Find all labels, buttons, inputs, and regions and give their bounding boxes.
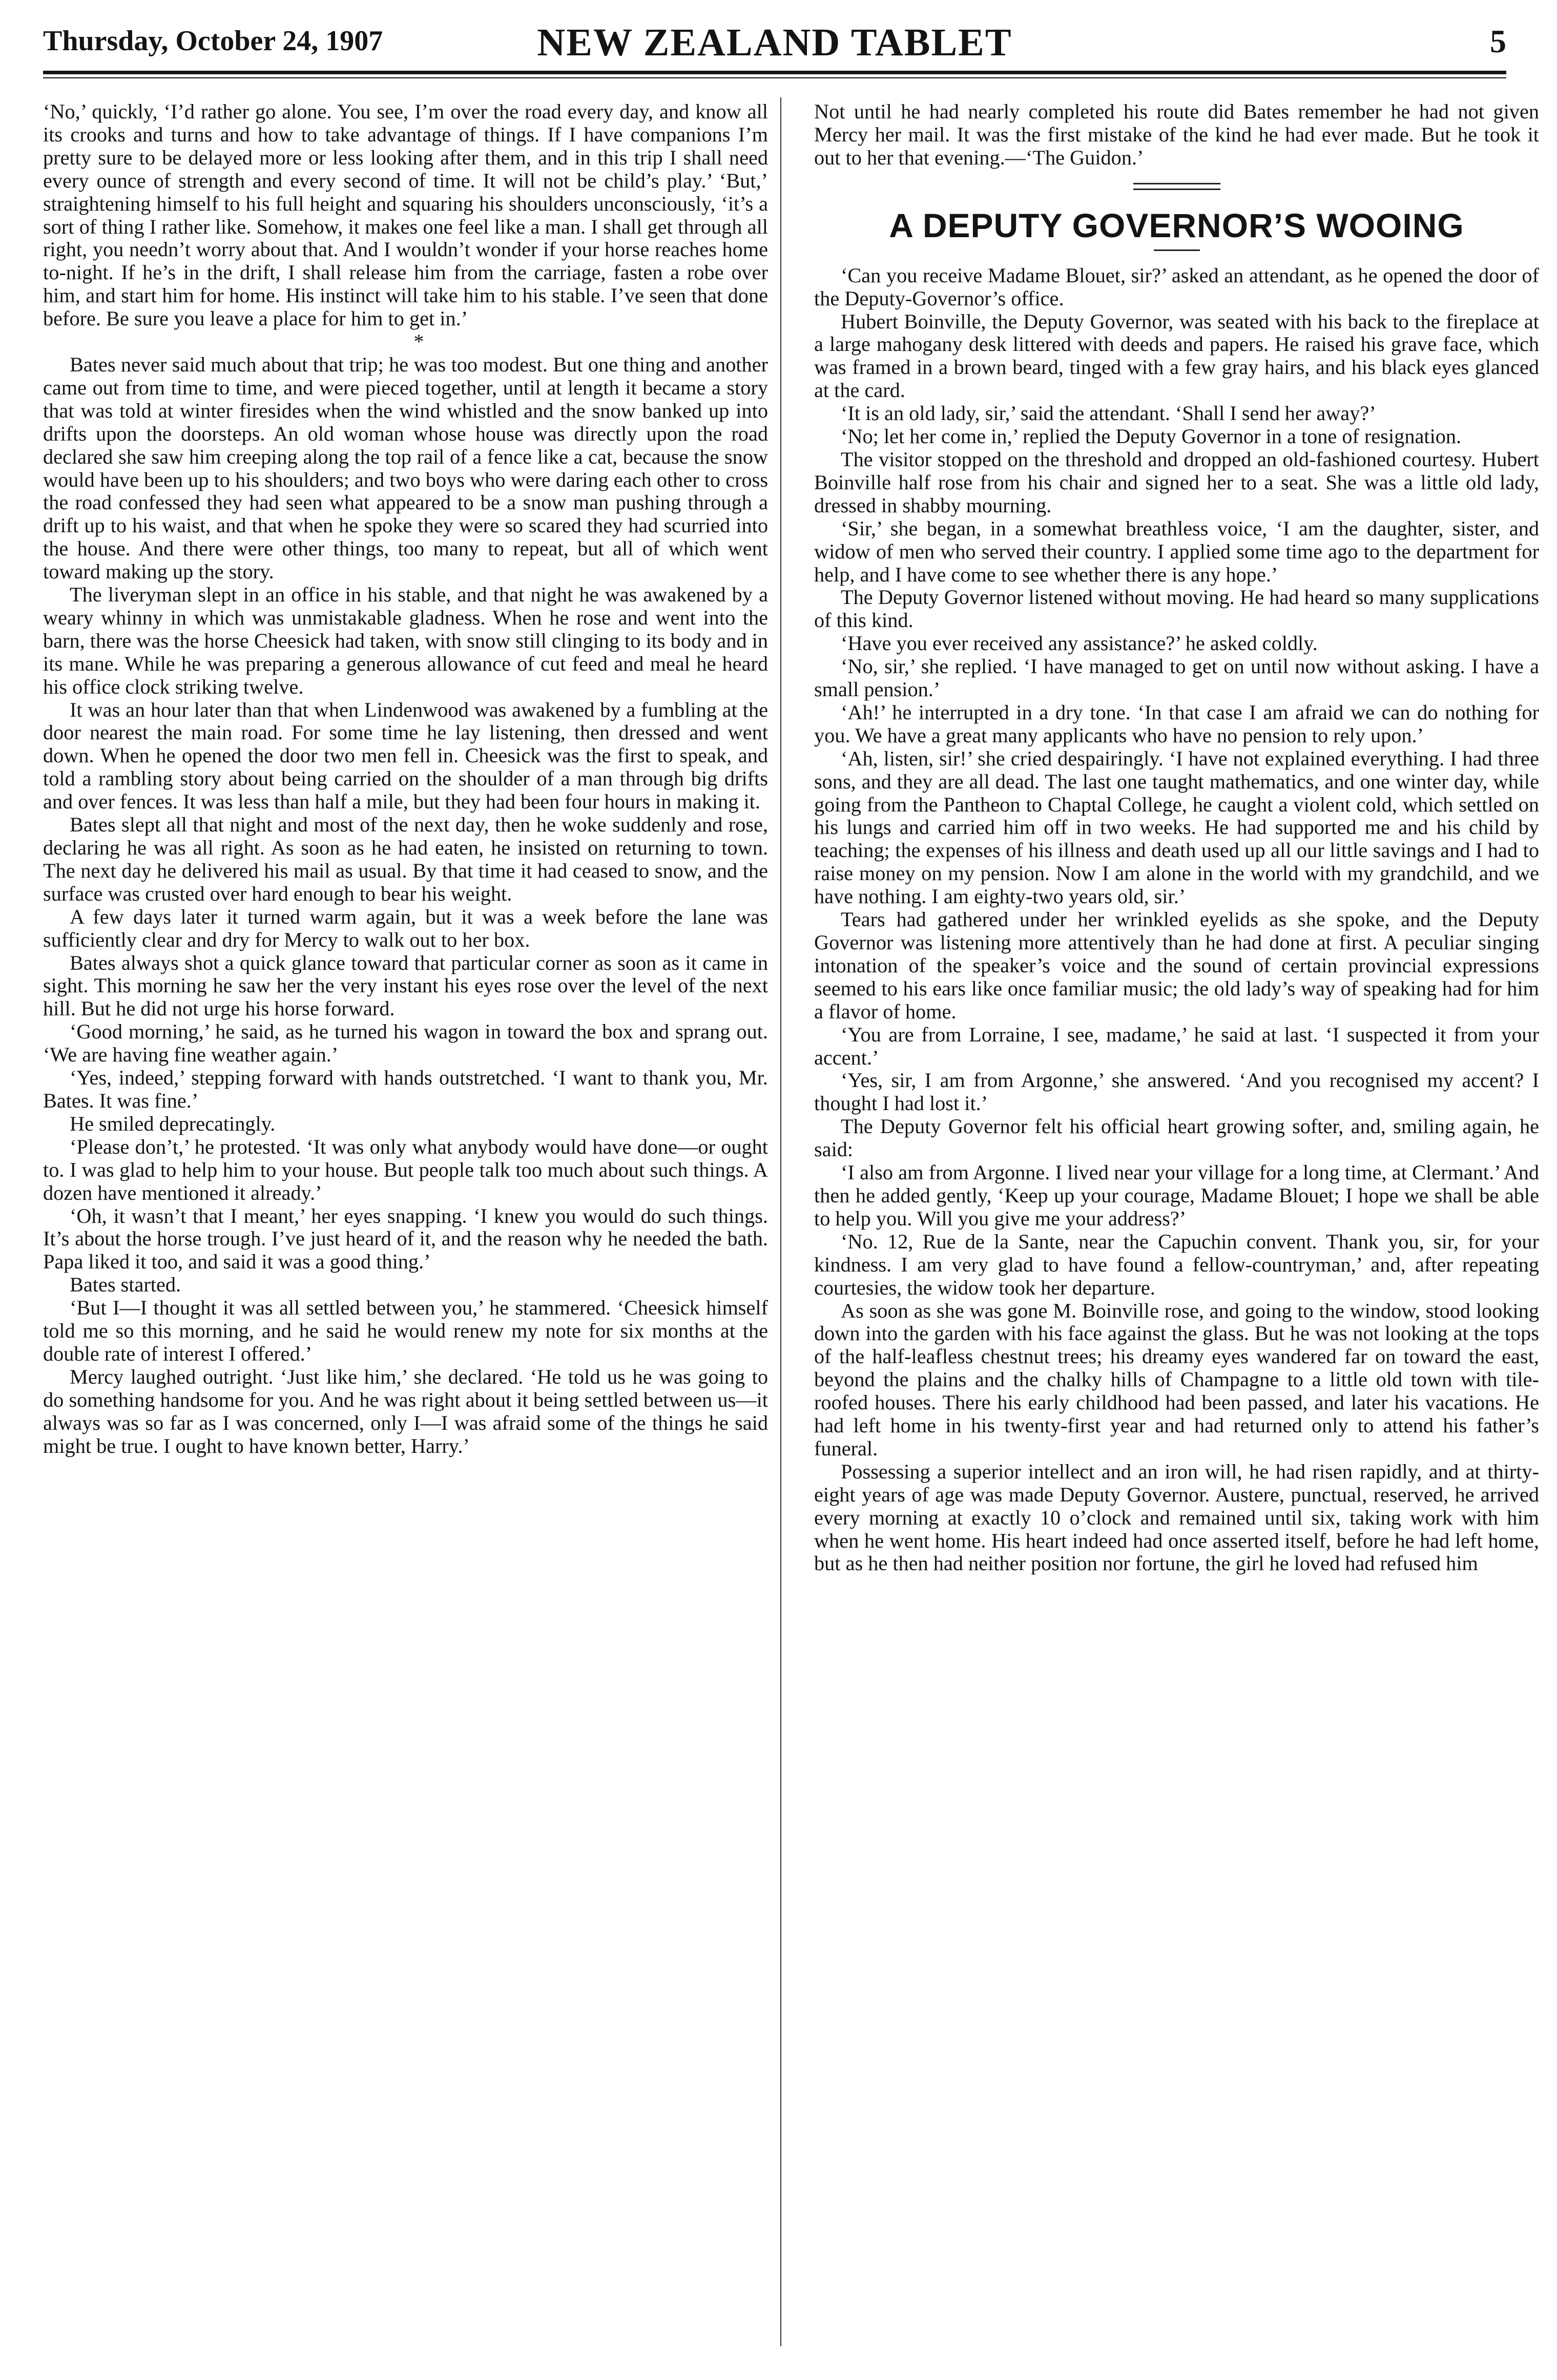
paragraph: ‘No, sir,’ she replied. ‘I have managed to get on until now without asking. I have a small pension.’ [814,655,1539,701]
paragraph: The liveryman slept in an office in his stable, and that night he was awakened by a weary whinny in which was unmistakable gladness. When he rose and went into the barn, there was the horse Cheesick had taken, with snow still clinging to its body and in its mane. While he was preparing a generous allowance of cut feed and meal he heard his office clock striking twelve. [43,583,768,698]
paragraph: ‘Please don’t,’ he protested. ‘It was only what anybody would have done—or ought to. I was glad to help him to your house. But people talk too much about such things. A dozen have mentioned it already.’ [43,1135,768,1204]
left-column [43,100,768,1457]
paragraph: ‘No. 12, Rue de la Sante, near the Capuchin convent. Thank you, sir, for your kindness. I am very glad to have found a fellow-countryman,’ and, after repeating courtesies, the widow took her departure. [814,1229,1539,1299]
paragraph: The Deputy Governor felt his official heart growing softer, and, smiling again, he said: [814,1115,1539,1161]
article-body [814,264,1539,1576]
headline-rule [1154,249,1200,251]
article-headline: A DEPUTY GOVERNOR’S WOOING [889,206,1464,244]
paragraph: Possessing a superior intellect and an iron will, he had risen rapidly, and at thirty-eight years of age was made Deputy Governor. Austere, punctual, reserved, he arrived every morning at exactly 10 o’clock and remained until six, taking work with him when he went home. His heart indeed had once asserted itself, before he had left home, but as he then had neither position nor fortune, the girl he loved had refused him [814,1459,1539,1575]
paragraph: Mercy laughed outright. ‘Just like him,’ she declared. ‘He told us he was going to do something handsome for you. And he was right about it being settled between us—it always was so far as I was concerned, only I—I was afraid some of the things he said might be true. I ought to have known better, Harry.’ [43,1365,768,1457]
paragraph: As soon as she was gone M. Boinville rose, and going to the window, stood looking down into the garden with his face against the glass. But he was not looking at the tops of the half-leafless chestnut trees; his dreamy eyes wandered far on toward the east, beyond the plains and the chalky hills of Champagne to a little old town with tile-roofed houses. There his early childhood had been passed, and later his vacations. He had left home in his twenty-first year and had returned only to attend his father’s funeral. [814,1299,1539,1460]
paragraph: Bates started. [70,1273,181,1297]
issue-date: Thursday, October 24, 1907 [43,25,383,57]
paragraph: Bates always shot a quick glance toward that particular corner as soon as it came in sight. This morning he saw her the very instant his eyes rose over the level of the next hill. But he did not urge his horse forward. [43,951,768,1020]
paragraph: ‘It is an old lady, sir,’ said the attendant. ‘Shall I send her away?’ [841,402,1376,425]
paragraph: ‘Oh, it wasn’t that I meant,’ her eyes snapping. ‘I knew you would do such things. It’s about the horse trough. I’ve just heard of it, and the reason why he needed the bath. Papa liked it too, and said it was a good thing.’ [43,1204,768,1273]
paragraph: ‘Have you ever received any assistance?’ he asked coldly. [841,632,1318,655]
paragraph: The Deputy Governor listened without moving. He had heard so many supplications of this kind. [814,586,1539,632]
paragraph: Tears had gathered under her wrinkled eyelids as she spoke, and the Deputy Governor was listening more attentively than he had done at first. A peculiar singing intonation of the speaker’s voice and the sound of certain provincial expressions seemed to his ears like once familiar music; the old lady’s way of speaking had for him a flavor of home. [814,908,1539,1023]
right-column [814,100,1539,1575]
paragraph: ‘No; let her come in,’ replied the Deputy Governor in a tone of resignation. [841,425,1462,448]
masthead [43,20,1506,70]
section-separator [1133,183,1220,190]
paragraph: ‘I also am from Argonne. I lived near your village for a long time, at Clermant.’ And then he added gently, ‘Keep up your courage, Madame Blouet; I hope we shall be able to help you. Will you give me your address?’ [814,1161,1539,1230]
paragraph: Not until he had nearly completed his route did Bates remember he had not given Mercy her mail. It was the first mistake of the kind he had ever made. But he took it out to her that evening.—‘The Guidon.’ [814,100,1539,169]
paragraph: ‘Ah!’ he interrupted in a dry tone. ‘In that case I am afraid we can do nothing for you. We have a great many applicants who have no pension to rely upon.’ [814,700,1539,747]
paragraph: ‘But I—I thought it was all settled between you,’ he stammered. ‘Cheesick himself told me so this morning, and he said he would renew my note for six months at the double rate of interest I offered.’ [43,1296,768,1365]
paragraph: ‘You are from Lorraine, I see, madame,’ he said at last. ‘I suspected it from your accent.’ [814,1022,1539,1069]
newspaper-title: NEW ZEALAND TABLET [537,21,1012,64]
paragraph: ‘Yes, sir, I am from Argonne,’ she answered. ‘And you recognised my accent? I thought I had lost it.’ [814,1069,1539,1115]
paragraph: ‘Good morning,’ he said, as he turned his wagon in toward the box and sprang out. ‘We are having fine weather again.’ [43,1020,768,1067]
paragraph: Bates never said much about that trip; he was too modest. But one thing and another came out from time to time, and were pieced together, until at length it became a story that was told at winter firesides when the wind whistled and the snow banked up into drifts upon the doorsteps. An old woman whose house was directly upon the road declared she saw him creeping along the top rail of a fence like a cat, because the snow would have been up to his shoulders; and two boys who were daring each other to cross the road confessed they had seen what appeared to be a snow man pushing through a drift up to his waist, and that when he spoke they were so scared they had scurried into the house. And there were other things, too many to repeat, but all of which went toward making up the story. [43,352,768,583]
paragraph: ‘Sir,’ she began, in a somewhat breathless voice, ‘I am the daughter, sister, and widow of men who served their country. I applied some time ago to the department for help, and I have come to see whether there is any hope.’ [814,516,1539,586]
paragraph: ‘No,’ quickly, ‘I’d rather go alone. You see, I’m over the road every day, and know all its crooks and turns and how to take advantage of things. If I have companions I’m pretty sure to be delayed more or less looking after them, and in this trip I shall need every ounce of strength and every second of time. It will not be child’s play.’ ‘But,’ straightening himself to his full height and squaring his shoulders unconsciously, ‘it’s a sort of thing I rather like. Somehow, it makes one feel like a man. I shall get through all right, you needn’t worry about that. And I wouldn’t wonder if your horse reaches home to-night. If he’s in the drift, I shall release him from the carriage, fasten a robe over him, and start him for home. His instinct will take him to his stable. I’ve seen that done before. Be sure you leave a place for him to get in.’ [43,100,768,330]
header-rule-thick [43,71,1506,74]
paragraph: The visitor stopped on the threshold and dropped an old-fashioned courtesy. Hubert Boinville half rose from his chair and signed her to a seat. She was a little old lady, dressed in shabby mourning. [814,447,1539,517]
paragraph: He smiled deprecatingly. [70,1112,276,1135]
paragraph: Bates slept all that night and most of the next day, then he woke suddenly and rose, declaring he was all right. As soon as he had eaten, he insisted on returning to town. The next day he delivered his mail as usual. By that time it had ceased to snow, and the surface was crusted over hard enough to bear his weight. [43,813,768,905]
column-divider [780,97,781,2346]
paragraph: It was an hour later than that when Lindenwood was awakened by a fumbling at the door nearest the main road. For some time he lay listening, then dressed and went down. When he opened the door two men fell in. Cheesick was the first to speak, and told a rambling story about being carried on the shoulder of a man through big drifts and over fences. It was less than half a mile, but they had been four hours in making it. [43,698,768,813]
page-number: 5 [1490,23,1506,59]
paragraph: Hubert Boinville, the Deputy Governor, was seated with his back to the fireplace at a large mahogany desk littered with deeds and papers. He raised his grave face, which was framed in a brown beard, tinged with a few gray hairs, and his black eyes glanced at the card. [814,309,1539,402]
section-break-star: * [413,330,424,353]
paragraph: A few days later it turned warm again, but it was a week before the lane was sufficiently clear and dry for Mercy to walk out to her box. [43,905,768,951]
header-rule-thin [43,77,1506,78]
paragraph: ‘Ah, listen, sir!’ she cried despairingly. ‘I have not explained everything. I had three sons, and they are all dead. The last one taught mathematics, and one winter day, while going from the Pantheon to Chaptal College, he caught a violent cold, which settled on his lungs and carried him off in two weeks. He had supported me and his child by teaching; the expenses of his illness and death used up all our little savings and I had to raise money on my pension. Now I am alone in the world with my grandchild, and we have nothing. I am eighty-two years old, sir.’ [814,746,1539,908]
right-column-lead-in [814,100,1539,170]
paragraph: ‘Yes, indeed,’ stepping forward with hands outstretched. ‘I want to thank you, Mr. Bates. It was fine.’ [43,1066,768,1112]
paragraph: ‘Can you receive Madame Blouet, sir?’ asked an attendant, as he opened the door of the Deputy-Governor’s office. [814,263,1539,310]
